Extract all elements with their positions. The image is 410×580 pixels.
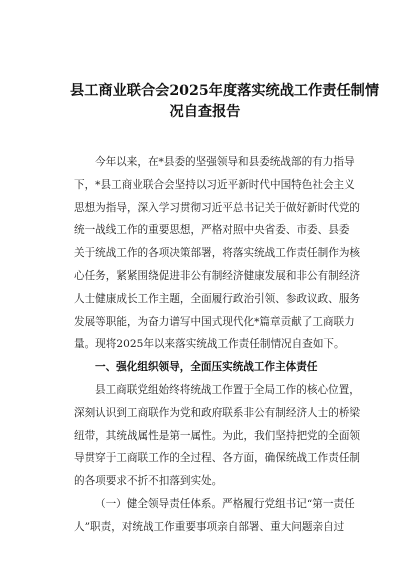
body-line: 县工商联党组始终将统战工作置于全局工作的核心位置，: [95, 383, 360, 396]
body-line: 今年以来，在*县委的坚强领导和县委统战部的有力指导: [95, 156, 355, 168]
body-line: 的各项要求不折不扣落到实处。: [74, 475, 223, 488]
body-line: 人士健康成长工作主题，全面履行政治引领、参政议政、服务: [74, 292, 361, 305]
intro-paragraph: [74, 151, 361, 356]
title-line: 县工商业联合会2025年度落实统战工作责任制情: [70, 83, 380, 99]
body-line: 思想为指导，深入学习贯彻习近平总书记关于做好新时代党的: [74, 201, 361, 214]
body-line: 发展等职能，为奋力谱写中国式现代化*篇章贡献了工商联力: [74, 315, 355, 328]
section1-paragraph: [74, 379, 361, 493]
body-line: 下，*县工商业联合会坚持以习近平新时代中国特色社会主义: [74, 178, 355, 191]
body-line: （一）健全领导责任体系。严格履行党组书记“第一责任: [95, 497, 355, 510]
body-line: 导贯穿于工商联工作的全过程、各方面，确保统战工作责任制: [74, 452, 361, 465]
body-line: 纽带，其统战属性是第一属性。为此，我们坚持把党的全面领: [74, 429, 361, 442]
document-title: [70, 81, 380, 123]
document-body: [74, 151, 361, 539]
body-line: 统一战线工作的重要思想，严格对照中央省委、市委、县委: [74, 224, 350, 237]
body-line: 关于统战工作的各项决策部署，将落实统战工作责任制作为核: [74, 247, 361, 260]
body-line: 心任务，紧紧围绕促进非公有制经济健康发展和非公有制经济: [74, 269, 361, 282]
title-line: 况自查报告: [169, 104, 241, 120]
body-line: 人”职责，对统战工作重要事项亲自部署、重大问题亲自过: [74, 520, 345, 533]
subsection1-paragraph: [74, 493, 355, 539]
body-line: 深刻认识到工商联作为党和政府联系非公有制经济人士的桥梁: [74, 406, 361, 419]
body-line: 量。现将2025年以来落实统战工作责任制情况自查如下。: [74, 338, 345, 351]
section-heading: 一、强化组织领导，全面压实统战工作主体责任: [95, 361, 318, 374]
